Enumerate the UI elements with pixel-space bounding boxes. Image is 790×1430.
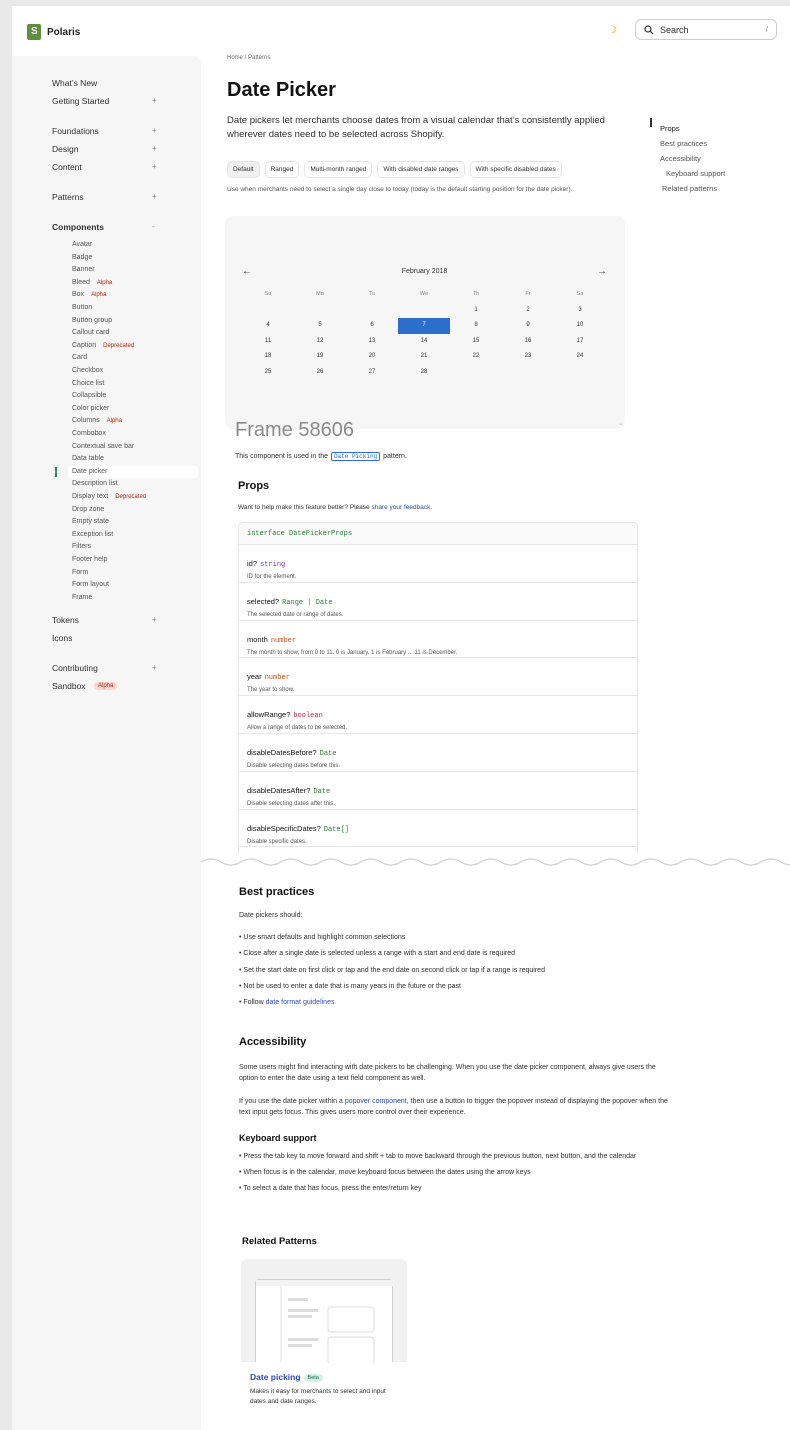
list-item-text: To select a date that has focus, press the enter/return key bbox=[243, 1185, 422, 1192]
sidebar-component-color-picker[interactable] bbox=[72, 405, 109, 412]
feedback-link[interactable]: share your feedback. bbox=[371, 504, 433, 511]
calendar-day[interactable]: 24 bbox=[576, 353, 584, 359]
search-placeholder: Search bbox=[660, 24, 689, 35]
sidebar-component-form[interactable] bbox=[72, 569, 88, 576]
sidebar-component-combobox[interactable] bbox=[72, 430, 106, 437]
prop-type: Range | Date bbox=[282, 598, 333, 607]
sidebar-component-frame[interactable] bbox=[72, 594, 92, 601]
page bbox=[12, 6, 790, 1430]
accessibility-heading: Accessibility bbox=[239, 1036, 307, 1048]
prop-type: string bbox=[260, 561, 286, 569]
tab-ranged[interactable]: Ranged bbox=[265, 161, 300, 178]
calendar-day[interactable]: 21 bbox=[420, 353, 428, 359]
prop-description: Allow a range of dates to be selected. bbox=[247, 725, 348, 732]
acc-p2-after: , then use a button to trigger the popover instead of displaying the popover when the text input gets focus. This gives users more control over their experience. bbox=[239, 1098, 668, 1116]
sidebar-component-label: Drop zone bbox=[72, 505, 105, 513]
search-input[interactable] bbox=[635, 19, 777, 40]
calendar-empty-cell bbox=[554, 365, 606, 381]
weekday-label: Fr bbox=[525, 291, 531, 297]
sidebar-component-footer-help[interactable] bbox=[72, 556, 107, 563]
calendar-day[interactable]: 23 bbox=[524, 353, 532, 359]
sidebar-component-caption[interactable] bbox=[72, 342, 137, 349]
best-practices-intro: Date pickers should: bbox=[239, 912, 303, 919]
popover-component-link[interactable]: popover component bbox=[344, 1098, 407, 1105]
calendar-day[interactable]: 8 bbox=[474, 322, 478, 328]
tab-with-disabled-date-ranges[interactable]: With disabled date ranges bbox=[377, 161, 464, 178]
prop-name: id? bbox=[247, 559, 258, 568]
calendar-week-row bbox=[242, 318, 607, 334]
sidebar-component-drop-zone[interactable] bbox=[72, 506, 104, 513]
calendar-day[interactable]: 2 bbox=[526, 306, 530, 313]
expand-icon[interactable]: + bbox=[152, 615, 157, 624]
props-heading: Props bbox=[238, 480, 270, 492]
sidebar-component-label: Filters bbox=[72, 543, 92, 551]
prop-type: boolean bbox=[293, 712, 323, 721]
calendar-day[interactable]: 19 bbox=[316, 353, 324, 359]
prop-row bbox=[239, 734, 637, 772]
alpha-badge: Alpha bbox=[94, 682, 117, 690]
calendar-day[interactable]: 28 bbox=[420, 368, 428, 375]
prop-name: year bbox=[247, 672, 262, 682]
pattern-note-before: This component is used in the bbox=[235, 453, 328, 460]
collapse-icon[interactable]: - bbox=[152, 222, 155, 231]
sidebar-component-callout-card[interactable] bbox=[72, 329, 109, 336]
sidebar-component-label: Collapsible bbox=[72, 392, 107, 400]
list-item: • To select a date that has focus, press the enter/return key bbox=[239, 1185, 422, 1192]
prop-description: Disable selecting dates after this. bbox=[247, 800, 336, 807]
sidebar-component-label: Date picker bbox=[72, 467, 108, 475]
calendar-day[interactable]: 25 bbox=[264, 368, 272, 375]
calendar-day[interactable]: 11 bbox=[264, 337, 272, 344]
prop-name: disableDatesAfter? bbox=[247, 785, 311, 795]
list-item-text: Press the tab key to move forward and shift + tab to move backward through the previous button, next button, and the calendar bbox=[243, 1153, 637, 1160]
calendar-day[interactable]: 9 bbox=[526, 322, 530, 328]
calendar-empty-cell bbox=[398, 303, 450, 319]
related-pattern-thumbnail bbox=[241, 1259, 407, 1362]
sidebar-item-contributing[interactable]: Contributing bbox=[52, 663, 98, 673]
alpha-badge: Alpha bbox=[106, 418, 122, 425]
calendar-day[interactable]: 6 bbox=[370, 322, 374, 328]
prop-signature bbox=[247, 818, 629, 836]
sidebar-component-empty-state[interactable] bbox=[72, 518, 109, 525]
calendar-day[interactable]: 15 bbox=[472, 337, 480, 344]
prop-row bbox=[239, 658, 637, 696]
accessibility-paragraph-2 bbox=[239, 1096, 669, 1118]
sidebar-component-card[interactable] bbox=[72, 354, 87, 361]
active-item-indicator bbox=[55, 467, 57, 477]
feedback-prompt: Want to help make this feature better? Please bbox=[238, 504, 370, 511]
prop-description: ID for the element. bbox=[247, 574, 297, 580]
prop-description: The selected date or range of dates. bbox=[247, 611, 344, 618]
sidebar-component-label: Contextual save bar bbox=[72, 442, 135, 450]
calendar-day[interactable]: 1 bbox=[474, 306, 478, 313]
weekday-label: We bbox=[419, 291, 429, 297]
prop-description: Disable selecting dates before this. bbox=[247, 762, 341, 769]
best-practices-list bbox=[239, 932, 679, 1013]
prop-description: The month to show, from 0 to 11. 0 is January, 1 is February ... 11 is December. bbox=[247, 649, 458, 656]
best-practices-heading: Best practices bbox=[239, 886, 315, 898]
pattern-note bbox=[235, 452, 407, 461]
calendar-empty-cell bbox=[450, 365, 502, 381]
calendar-day[interactable]: 26 bbox=[316, 368, 324, 375]
calendar-weekday-row bbox=[242, 287, 607, 303]
sidebar-component-choice-list[interactable] bbox=[72, 380, 104, 387]
sidebar-component-label: Bleed bbox=[72, 278, 90, 286]
prop-description: Disable specific dates. bbox=[247, 838, 307, 845]
calendar-empty-cell bbox=[502, 365, 554, 381]
thumbnail-illustration bbox=[256, 1280, 394, 1363]
prop-name: disableDatesBefore? bbox=[247, 747, 317, 757]
sidebar-component-label: Form layout bbox=[72, 581, 109, 589]
sidebar-component-collapsible[interactable] bbox=[72, 392, 106, 399]
prop-signature bbox=[247, 591, 629, 609]
props-table bbox=[238, 522, 638, 854]
calendar-day[interactable]: 13 bbox=[368, 337, 376, 344]
date-format-guidelines-link[interactable]: date format guidelines bbox=[265, 999, 335, 1007]
sidebar-component-label: Color picker bbox=[72, 404, 110, 412]
sidebar-item-what-s-new[interactable]: What’s New bbox=[52, 78, 98, 88]
page-break-divider bbox=[201, 854, 790, 874]
sidebar-component-contextual-save-bar[interactable] bbox=[72, 443, 134, 450]
sidebar-component-label: Data table bbox=[72, 455, 104, 463]
alpha-badge: Alpha bbox=[96, 279, 113, 286]
sidebar-component-label: Form bbox=[72, 568, 89, 576]
related-pattern-card[interactable] bbox=[241, 1259, 407, 1415]
sidebar-component-badge[interactable] bbox=[72, 254, 92, 261]
arrow-left-icon[interactable]: ← bbox=[242, 266, 252, 277]
sidebar-component-label: Banner bbox=[72, 266, 95, 274]
sidebar-component-bleed[interactable] bbox=[72, 279, 115, 286]
prop-type: number bbox=[264, 674, 290, 683]
list-item: • Set the start date on first click or tap and the end date on second click or tap if a range is required bbox=[239, 966, 545, 974]
expand-icon[interactable]: + bbox=[152, 663, 157, 672]
weekday-label: Mo bbox=[316, 291, 324, 297]
calendar-day[interactable]: 3 bbox=[578, 306, 582, 313]
calendar-day[interactable]: 10 bbox=[576, 322, 584, 328]
prop-name: allowRange? bbox=[247, 710, 291, 720]
sidebar-item-components[interactable]: Components bbox=[52, 222, 104, 232]
expand-icon[interactable]: + bbox=[152, 144, 157, 153]
prop-description: The year to show. bbox=[247, 687, 295, 694]
calendar-day[interactable]: 17 bbox=[576, 337, 584, 344]
prop-row bbox=[239, 545, 637, 583]
props-interface: interface DatePickerProps bbox=[239, 523, 637, 545]
thumbnail-window bbox=[255, 1279, 393, 1362]
sidebar-component-label: Checkbox bbox=[72, 367, 104, 374]
tab-with-specific-disabled-dates[interactable]: With specific disabled dates bbox=[470, 161, 562, 178]
sidebar-component-filters[interactable] bbox=[72, 543, 91, 550]
prop-type: Date bbox=[313, 787, 331, 796]
moon-icon[interactable]: ☽ bbox=[608, 25, 617, 36]
accessibility-paragraph-1: Some users might find interacting with date pickers to be challenging. When you use the date picker component, always give users the option to enter the date using a text field component as well. bbox=[239, 1064, 656, 1082]
sidebar-component-label: Button bbox=[72, 304, 93, 311]
prop-signature bbox=[247, 742, 629, 760]
sidebar-component-box[interactable] bbox=[72, 291, 109, 298]
sidebar-item-content[interactable]: Content bbox=[52, 162, 82, 172]
sidebar-component-label: Columns bbox=[72, 417, 100, 425]
sidebar-component-label: Badge bbox=[72, 253, 93, 261]
search-shortcut: / bbox=[765, 25, 768, 34]
resize-handle-icon[interactable]: − bbox=[619, 422, 623, 428]
sidebar-component-banner[interactable] bbox=[72, 266, 95, 273]
weekday-label: Tu bbox=[368, 291, 376, 297]
sidebar-component-label: Empty state bbox=[72, 518, 109, 526]
calendar-empty-cell bbox=[294, 303, 346, 319]
sidebar-item-design[interactable]: Design bbox=[52, 144, 79, 154]
feedback-text bbox=[238, 504, 432, 511]
breadcrumb[interactable]: Home / Patterns bbox=[227, 55, 271, 61]
prop-signature bbox=[247, 629, 629, 647]
tab-multi-month-ranged[interactable]: Multi-month ranged bbox=[304, 161, 372, 178]
list-item: • Follow date format guidelines bbox=[239, 999, 335, 1007]
expand-icon[interactable]: + bbox=[152, 96, 157, 105]
calendar-day[interactable]: 20 bbox=[368, 353, 376, 359]
prop-row bbox=[239, 621, 637, 659]
calendar-week-row bbox=[242, 365, 607, 381]
sidebar bbox=[12, 56, 201, 1430]
sidebar-component-avatar[interactable] bbox=[72, 241, 92, 248]
prop-type: Date[] bbox=[323, 825, 350, 834]
page-title: Date Picker bbox=[227, 79, 336, 101]
sidebar-component-label: Caption bbox=[72, 341, 97, 349]
sidebar-component-display-text[interactable] bbox=[72, 493, 149, 500]
sidebar-component-exception-list[interactable] bbox=[72, 531, 113, 538]
related-patterns-heading: Related Patterns bbox=[242, 1236, 317, 1247]
sidebar-component-label: Callout card bbox=[72, 329, 110, 337]
prop-name: month bbox=[247, 634, 268, 644]
list-item-text: Set the start date on first click or tap and the end date on second click or tap if a range is required bbox=[243, 966, 545, 974]
sidebar-component-label: Display text bbox=[72, 493, 109, 500]
deprecated-badge: Deprecated bbox=[115, 494, 147, 500]
toc-item-props[interactable]: Props bbox=[660, 124, 680, 133]
keyboard-support-list bbox=[239, 1151, 669, 1199]
example-tabs bbox=[227, 161, 562, 178]
calendar-grid bbox=[242, 287, 607, 380]
page-lede: Date pickers let merchants choose dates from a visual calendar that’s consistently applied wherever dates need to be selected across Shopify. bbox=[227, 115, 605, 140]
toc-active-indicator bbox=[650, 118, 652, 127]
sidebar-component-label: Footer help bbox=[72, 556, 108, 563]
sidebar-component-label: Avatar bbox=[72, 241, 93, 248]
weekday-label: Th bbox=[472, 291, 480, 297]
calendar-week-row bbox=[242, 334, 607, 350]
sidebar-item-tokens[interactable]: Tokens bbox=[52, 615, 79, 625]
related-pattern-description: Makes it easy for merchants to select and input dates and date ranges. bbox=[250, 1388, 386, 1405]
prop-row bbox=[239, 696, 637, 734]
expand-icon[interactable]: + bbox=[152, 126, 157, 135]
calendar-empty-cell bbox=[242, 303, 294, 319]
prop-row bbox=[239, 772, 637, 810]
prop-name: disableSpecificDates? bbox=[247, 823, 321, 833]
related-pattern-title[interactable] bbox=[250, 1372, 323, 1382]
list-item-text: Close after a single date is selected unless a range with a start and end date is required bbox=[243, 950, 516, 958]
sidebar-component-label: Choice list bbox=[72, 379, 105, 387]
prop-name: selected? bbox=[247, 596, 280, 606]
calendar-day[interactable]: 7 bbox=[398, 318, 450, 334]
calendar-week-row bbox=[242, 349, 607, 365]
list-item-text: When focus is in the calendar, move keyboard focus between the dates using the arrow keys bbox=[243, 1169, 531, 1176]
prop-signature bbox=[247, 666, 629, 684]
pattern-note-after: pattern. bbox=[383, 453, 407, 460]
related-pattern-title-text: Date picking bbox=[250, 1372, 301, 1382]
calendar-day[interactable]: 18 bbox=[264, 353, 272, 359]
prop-type: Date bbox=[319, 749, 337, 758]
list-item: • When focus is in the calendar, move keyboard focus between the dates using the arrow keys bbox=[239, 1169, 531, 1176]
sidebar-item-getting-started[interactable]: Getting Started bbox=[52, 96, 110, 106]
sidebar-item-icons[interactable]: Icons bbox=[52, 633, 73, 643]
brand-name: Polaris bbox=[47, 26, 81, 38]
beta-badge: Beta bbox=[304, 1374, 323, 1382]
toc-item-related-patterns[interactable]: Related patterns bbox=[662, 184, 718, 193]
calendar-empty-cell bbox=[346, 303, 398, 319]
sidebar-component-label: Frame bbox=[72, 593, 93, 601]
prop-signature bbox=[247, 704, 629, 722]
sidebar-component-data-table[interactable] bbox=[72, 455, 104, 462]
tab-default[interactable]: Default bbox=[227, 161, 260, 178]
arrow-right-icon[interactable]: → bbox=[597, 266, 607, 277]
prop-signature bbox=[247, 780, 629, 798]
calendar-day[interactable]: 5 bbox=[318, 322, 322, 328]
weekday-label: Sa bbox=[576, 291, 584, 297]
list-item: • Press the tab key to move forward and shift + tab to move backward through the previous button, next button, and the calendar bbox=[239, 1153, 637, 1160]
toc-item-best-practices[interactable]: Best practices bbox=[660, 139, 708, 148]
list-item-text: Not be used to enter a date that is many years in the future or the past bbox=[243, 982, 461, 990]
sidebar-component-label: Box bbox=[72, 291, 85, 299]
calendar-day[interactable]: 12 bbox=[316, 337, 324, 344]
prop-signature bbox=[247, 553, 629, 571]
toc-item-keyboard-support[interactable]: Keyboard support bbox=[666, 169, 726, 178]
calendar-month: February 2018 bbox=[401, 268, 448, 275]
sidebar-item-foundations[interactable]: Foundations bbox=[52, 126, 99, 136]
calendar-header bbox=[242, 266, 607, 280]
example-description: Use when merchants need to select a single day close to today (today is the default starting position for the date picker). bbox=[227, 186, 573, 193]
keyboard-support-heading: Keyboard support bbox=[239, 1133, 317, 1143]
shopify-bag-icon bbox=[27, 24, 41, 40]
prop-type: number bbox=[270, 636, 297, 645]
sidebar-component-button[interactable] bbox=[72, 304, 92, 311]
sidebar-component-label: Exception list bbox=[72, 530, 114, 538]
prop-row bbox=[239, 583, 637, 621]
sidebar-component-columns[interactable] bbox=[72, 417, 125, 424]
deprecated-badge: Deprecated bbox=[103, 342, 135, 349]
search-icon bbox=[644, 25, 654, 35]
alpha-badge: Alpha bbox=[91, 292, 107, 299]
sidebar-component-button-group[interactable] bbox=[72, 317, 112, 324]
prop-row bbox=[239, 810, 637, 848]
follow-text: Follow bbox=[243, 999, 264, 1007]
brand-logo[interactable] bbox=[27, 24, 80, 40]
calendar-day[interactable]: 14 bbox=[420, 337, 428, 344]
pattern-link[interactable]: Date Picking bbox=[331, 452, 380, 461]
expand-icon[interactable]: + bbox=[152, 162, 157, 171]
weekday-label: Su bbox=[264, 291, 272, 297]
list-item: • Use smart defaults and highlight common selections bbox=[239, 934, 406, 941]
sidebar-component-label: Card bbox=[72, 354, 88, 362]
sidebar-item-sandbox[interactable]: Sandbox bbox=[52, 681, 86, 691]
acc-p2-before: If you use the date picker within a bbox=[239, 1098, 343, 1105]
sidebar-component-checkbox[interactable] bbox=[72, 367, 103, 374]
frame-label: Frame 58606 bbox=[235, 419, 354, 441]
list-item-text: Use smart defaults and highlight common selections bbox=[243, 934, 406, 941]
expand-icon[interactable]: + bbox=[152, 192, 157, 201]
sidebar-item-patterns[interactable]: Patterns bbox=[52, 192, 84, 202]
sidebar-component-description-list[interactable] bbox=[72, 480, 118, 487]
calendar-day[interactable]: 16 bbox=[524, 337, 532, 344]
sidebar-component-date-picker[interactable] bbox=[72, 468, 107, 475]
list-item: • Close after a single date is selected unless a range with a start and end date is required bbox=[239, 950, 516, 958]
calendar-day[interactable]: 4 bbox=[266, 322, 270, 328]
sidebar-component-form-layout[interactable] bbox=[72, 581, 109, 588]
sidebar-component-label: Button group bbox=[72, 316, 113, 324]
toc-item-accessibility[interactable]: Accessibility bbox=[660, 154, 701, 163]
sidebar-component-label: Description list bbox=[72, 480, 118, 488]
calendar-week-row bbox=[242, 303, 607, 319]
calendar-day[interactable]: 22 bbox=[472, 353, 480, 359]
calendar-day[interactable]: 27 bbox=[368, 368, 376, 375]
list-item: • Not be used to enter a date that is many years in the future or the past bbox=[239, 982, 461, 990]
sidebar-component-label: Combobox bbox=[72, 430, 106, 437]
